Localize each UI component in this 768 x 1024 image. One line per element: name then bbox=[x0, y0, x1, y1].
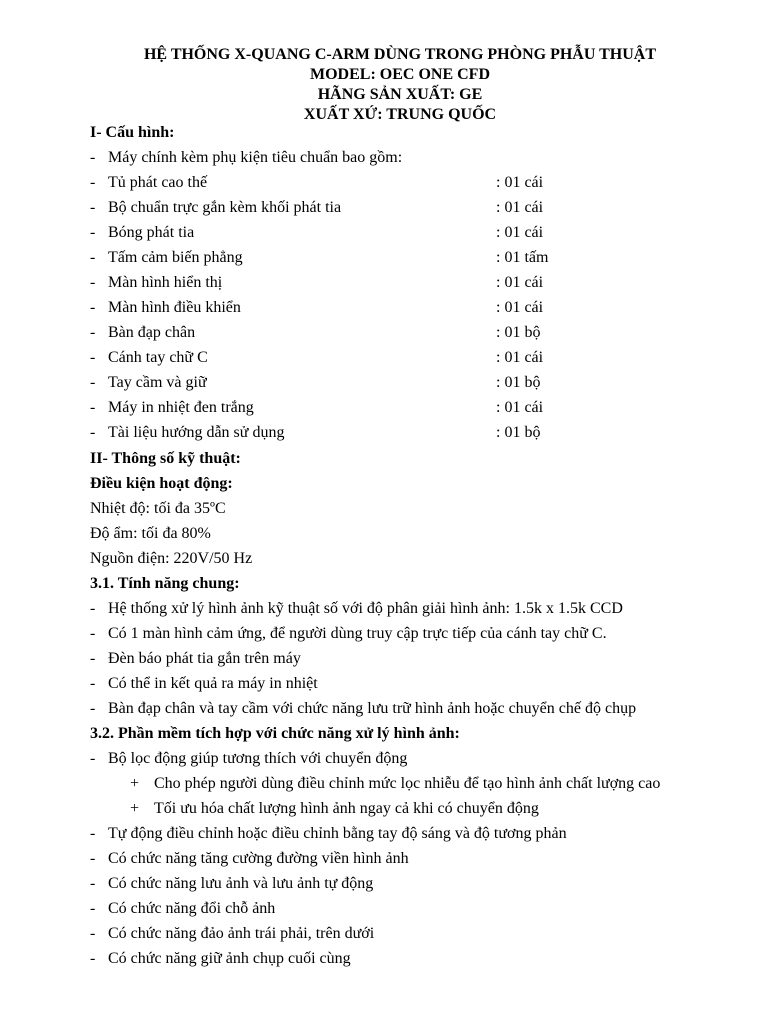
dash-bullet: - bbox=[90, 750, 96, 767]
dash-bullet: - bbox=[90, 600, 96, 617]
section-2-heading: II- Thông số kỹ thuật: bbox=[90, 450, 241, 467]
dash-bullet: - bbox=[90, 299, 96, 316]
config-item-name: Tay cầm và giữ bbox=[108, 374, 207, 391]
plus-bullet: + bbox=[130, 775, 140, 792]
config-item-qty: : 01 cái bbox=[496, 299, 544, 316]
dash-bullet: - bbox=[90, 850, 96, 867]
dash-bullet: - bbox=[90, 875, 96, 892]
dash-bullet: - bbox=[90, 399, 96, 416]
document-header bbox=[0, 45, 768, 125]
section-1-heading: I- Cấu hình: bbox=[90, 124, 175, 141]
section-3-2-heading: 3.2. Phần mềm tích hợp với chức năng xử lý hình ảnh: bbox=[90, 725, 460, 742]
origin-line: XUẤT XỨ: TRUNG QUỐC bbox=[303, 106, 497, 123]
config-intro: Máy chính kèm phụ kiện tiêu chuẩn bao gồm: bbox=[108, 149, 403, 166]
model-line: MODEL: OEC ONE CFD bbox=[310, 66, 490, 83]
power-spec: Nguồn điện: 220V/50 Hz bbox=[90, 550, 253, 567]
dash-bullet: - bbox=[90, 650, 96, 667]
config-item-name: Cánh tay chữ C bbox=[108, 349, 208, 366]
feature-text: Hệ thống xử lý hình ảnh kỹ thuật số với độ phân giải hình ảnh: 1.5k x 1.5k CCD bbox=[108, 600, 623, 617]
dash-bullet: - bbox=[90, 224, 96, 241]
manufacturer-line: HÃNG SẢN XUẤT: GE bbox=[317, 86, 483, 103]
conditions-heading: Điều kiện hoạt động: bbox=[90, 475, 233, 492]
plus-bullet: + bbox=[130, 800, 140, 817]
config-item-qty: : 01 bộ bbox=[496, 374, 541, 391]
config-item-qty: : 01 bộ bbox=[496, 324, 541, 341]
software-feature-text: Có chức năng giữ ảnh chụp cuối cùng bbox=[108, 950, 351, 967]
config-item-name: Màn hình hiển thị bbox=[108, 274, 223, 291]
config-item-name: Máy in nhiệt đen trắng bbox=[108, 399, 254, 416]
config-item-name: Tài liệu hướng dẫn sử dụng bbox=[108, 424, 285, 441]
config-item-qty: : 01 cái bbox=[496, 274, 544, 291]
config-item-qty: : 01 cái bbox=[496, 224, 544, 241]
dash-bullet: - bbox=[90, 324, 96, 341]
config-item-qty: : 01 cái bbox=[496, 174, 544, 191]
sub-feature-text: Tối ưu hóa chất lượng hình ảnh ngay cả khi có chuyển động bbox=[154, 800, 539, 817]
software-feature-text: Có chức năng đổi chỗ ảnh bbox=[108, 900, 276, 917]
software-feature-text: Có chức năng đảo ảnh trái phải, trên dưới bbox=[108, 925, 375, 942]
dash-bullet: - bbox=[90, 249, 96, 266]
dash-bullet: - bbox=[90, 950, 96, 967]
temperature-spec: Nhiệt độ: tối đa 35ºC bbox=[90, 500, 226, 517]
dash-bullet: - bbox=[90, 700, 96, 717]
dash-bullet: - bbox=[90, 925, 96, 942]
config-item-name: Bộ chuẩn trực gắn kèm khối phát tia bbox=[108, 199, 342, 216]
dash-bullet: - bbox=[90, 675, 96, 692]
dash-bullet: - bbox=[90, 374, 96, 391]
feature-text: Đèn báo phát tia gắn trên máy bbox=[108, 650, 301, 667]
sub-feature-text: Cho phép người dùng điều chỉnh mức lọc nhiễu để tạo hình ảnh chất lượng cao bbox=[154, 775, 661, 792]
config-item-name: Bàn đạp chân bbox=[108, 324, 196, 341]
config-item-qty: : 01 cái bbox=[496, 349, 544, 366]
feature-text: Có thể in kết quả ra máy in nhiệt bbox=[108, 675, 318, 692]
config-item-qty: : 01 tấm bbox=[496, 249, 549, 266]
dash-bullet: - bbox=[90, 349, 96, 366]
config-item-qty: : 01 cái bbox=[496, 199, 544, 216]
section-3-1-heading: 3.1. Tính năng chung: bbox=[90, 575, 240, 592]
document-title: HỆ THỐNG X-QUANG C-ARM DÙNG TRONG PHÒNG PHẪU THUẬT bbox=[143, 46, 656, 63]
dash-bullet: - bbox=[90, 625, 96, 642]
software-feature-text: Có chức năng tăng cường đường viền hình ảnh bbox=[108, 850, 409, 867]
software-feature-text: Tự động điều chỉnh hoặc điều chỉnh bằng tay độ sáng và độ tương phản bbox=[108, 825, 567, 842]
dash-bullet: - bbox=[90, 274, 96, 291]
feature-text: Bàn đạp chân và tay cầm với chức năng lưu trữ hình ảnh hoặc chuyển chế độ chụp bbox=[108, 700, 637, 717]
feature-text: Có 1 màn hình cảm ứng, để người dùng truy cập trực tiếp của cánh tay chữ C. bbox=[108, 625, 607, 642]
config-item-name: Tấm cảm biến phẳng bbox=[108, 249, 243, 266]
config-item-name: Tủ phát cao thế bbox=[108, 174, 208, 191]
humidity-spec: Độ ẩm: tối đa 80% bbox=[90, 525, 211, 542]
config-item-qty: : 01 bộ bbox=[496, 424, 541, 441]
dash-bullet: - bbox=[90, 825, 96, 842]
dash-bullet: - bbox=[90, 174, 96, 191]
software-feature-text: Bộ lọc động giúp tương thích với chuyển động bbox=[108, 750, 408, 767]
dash-bullet: - bbox=[90, 199, 96, 216]
config-item-qty: : 01 cái bbox=[496, 399, 544, 416]
config-item-name: Màn hình điều khiển bbox=[108, 299, 241, 316]
dash-bullet: - bbox=[90, 149, 96, 166]
config-item-name: Bóng phát tia bbox=[108, 224, 195, 241]
dash-bullet: - bbox=[90, 900, 96, 917]
software-feature-text: Có chức năng lưu ảnh và lưu ảnh tự động bbox=[108, 875, 374, 892]
dash-bullet: - bbox=[90, 424, 96, 441]
